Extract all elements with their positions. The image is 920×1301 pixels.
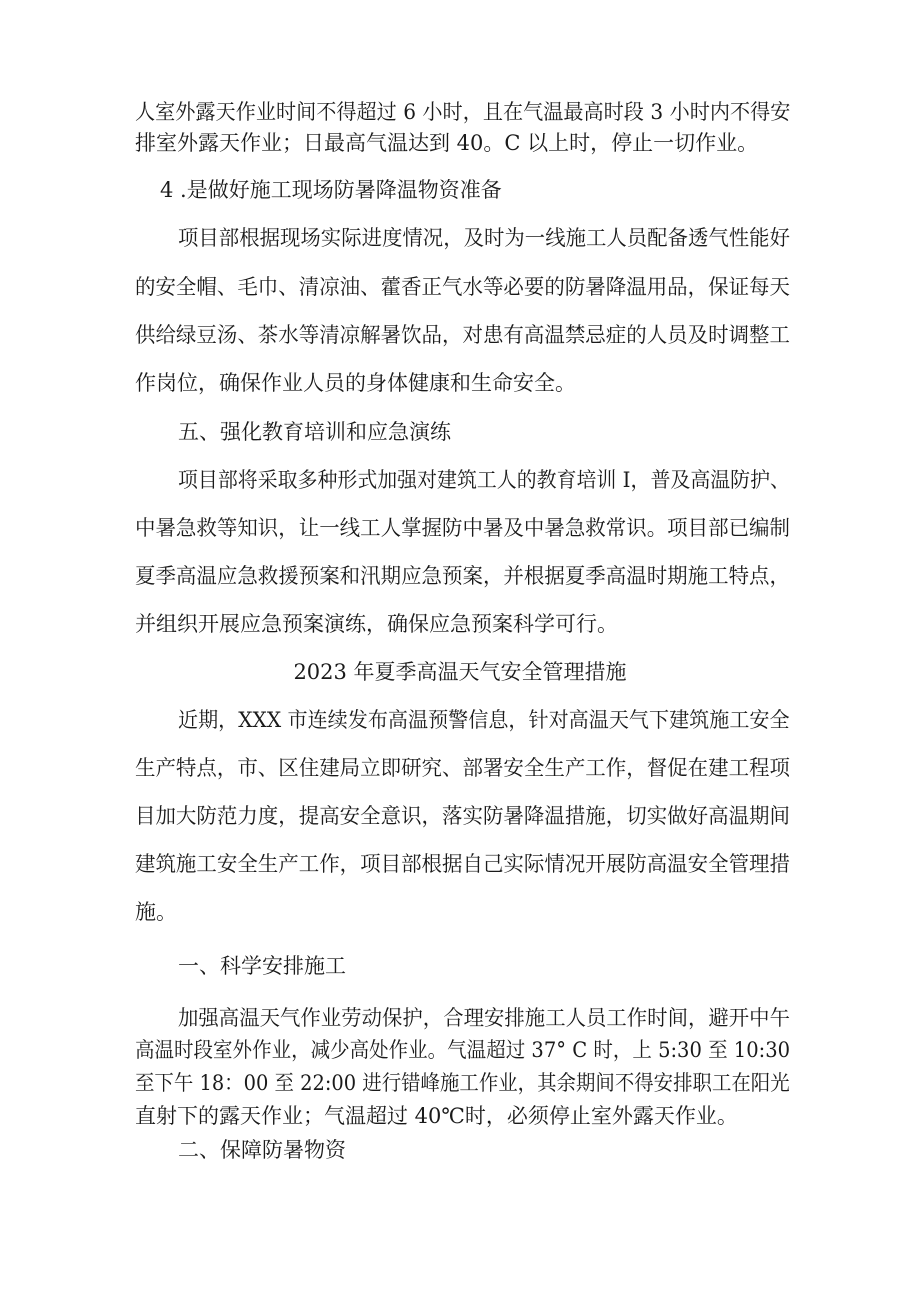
body-text-line: 至下午 18：00 至 22:00 进行错峰施工作业，其余期间不得安排职工在阳光 — [135, 1071, 790, 1095]
body-text-line: 项目部将采取多种形式加强对建筑工人的教育培训 I，普及高温防护、 — [178, 468, 790, 492]
body-text-line: 作岗位，确保作业人员的身体健康和生命安全。 — [135, 371, 576, 395]
body-text-line: 并组织开展应急预案演练，确保应急预案科学可行。 — [135, 612, 618, 636]
body-text-line: 人室外露天作业时间不得超过 6 小时，且在气温最高时段 3 小时内不得安 — [135, 100, 791, 124]
body-text-line: 生产特点，市、区住建局立即研究、部署安全生产工作，督促在建工程项 — [135, 756, 790, 780]
section-heading: 二、保障防暑物资 — [178, 1138, 346, 1162]
body-text-line: 建筑施工安全生产工作，项目部根据自己实际情况开展防高温安全管理措 — [135, 852, 790, 876]
body-text-line: 施。 — [135, 900, 177, 924]
body-text-line: 近期，XXX 市连续发布高温预警信息，针对高温天气下建筑施工安全 — [178, 708, 790, 732]
body-text-line: 中暑急救等知识，让一线工人掌握防中暑及中暑急救常识。项目部已编制 — [135, 516, 790, 540]
body-text-line: 夏季高温应急救援预案和汛期应急预案，并根据夏季高温时期施工特点， — [135, 564, 790, 588]
body-text-line: 加强高温天气作业劳动保护，合理安排施工人员工作时间，避开中午 — [178, 1006, 790, 1030]
body-text-line: 项目部根据现场实际进度情况，及时为一线施工人员配备透气性能好 — [178, 226, 790, 250]
body-text-line: 排室外露天作业；日最高气温达到 40。C 以上时，停止一切作业。 — [135, 131, 759, 155]
section-heading: 4 .是做好施工现场防暑降温物资准备 — [160, 178, 502, 202]
section-heading: 五、强化教育培训和应急演练 — [178, 420, 451, 444]
body-text-line: 供给绿豆汤、茶水等清凉解暑饮品，对患有高温禁忌症的人员及时调整工 — [135, 323, 790, 347]
body-text-line: 高温时段室外作业，减少高处作业。气温超过 37° C 时，上 5:30 至 10:30 — [135, 1038, 791, 1062]
body-text-line: 目加大防范力度，提高安全意识，落实防暑降温措施，切实做好高温期间 — [135, 804, 790, 828]
body-text-line: 直射下的露天作业；气温超过 40℃时，必须停止室外露天作业。 — [135, 1104, 738, 1128]
body-text-line: 的安全帽、毛巾、清凉油、藿香正气水等必要的防暑降温用品，保证每天 — [135, 275, 790, 299]
document-title: 2023 年夏季高温天气安全管理措施 — [293, 660, 627, 684]
section-heading: 一、科学安排施工 — [178, 954, 346, 978]
